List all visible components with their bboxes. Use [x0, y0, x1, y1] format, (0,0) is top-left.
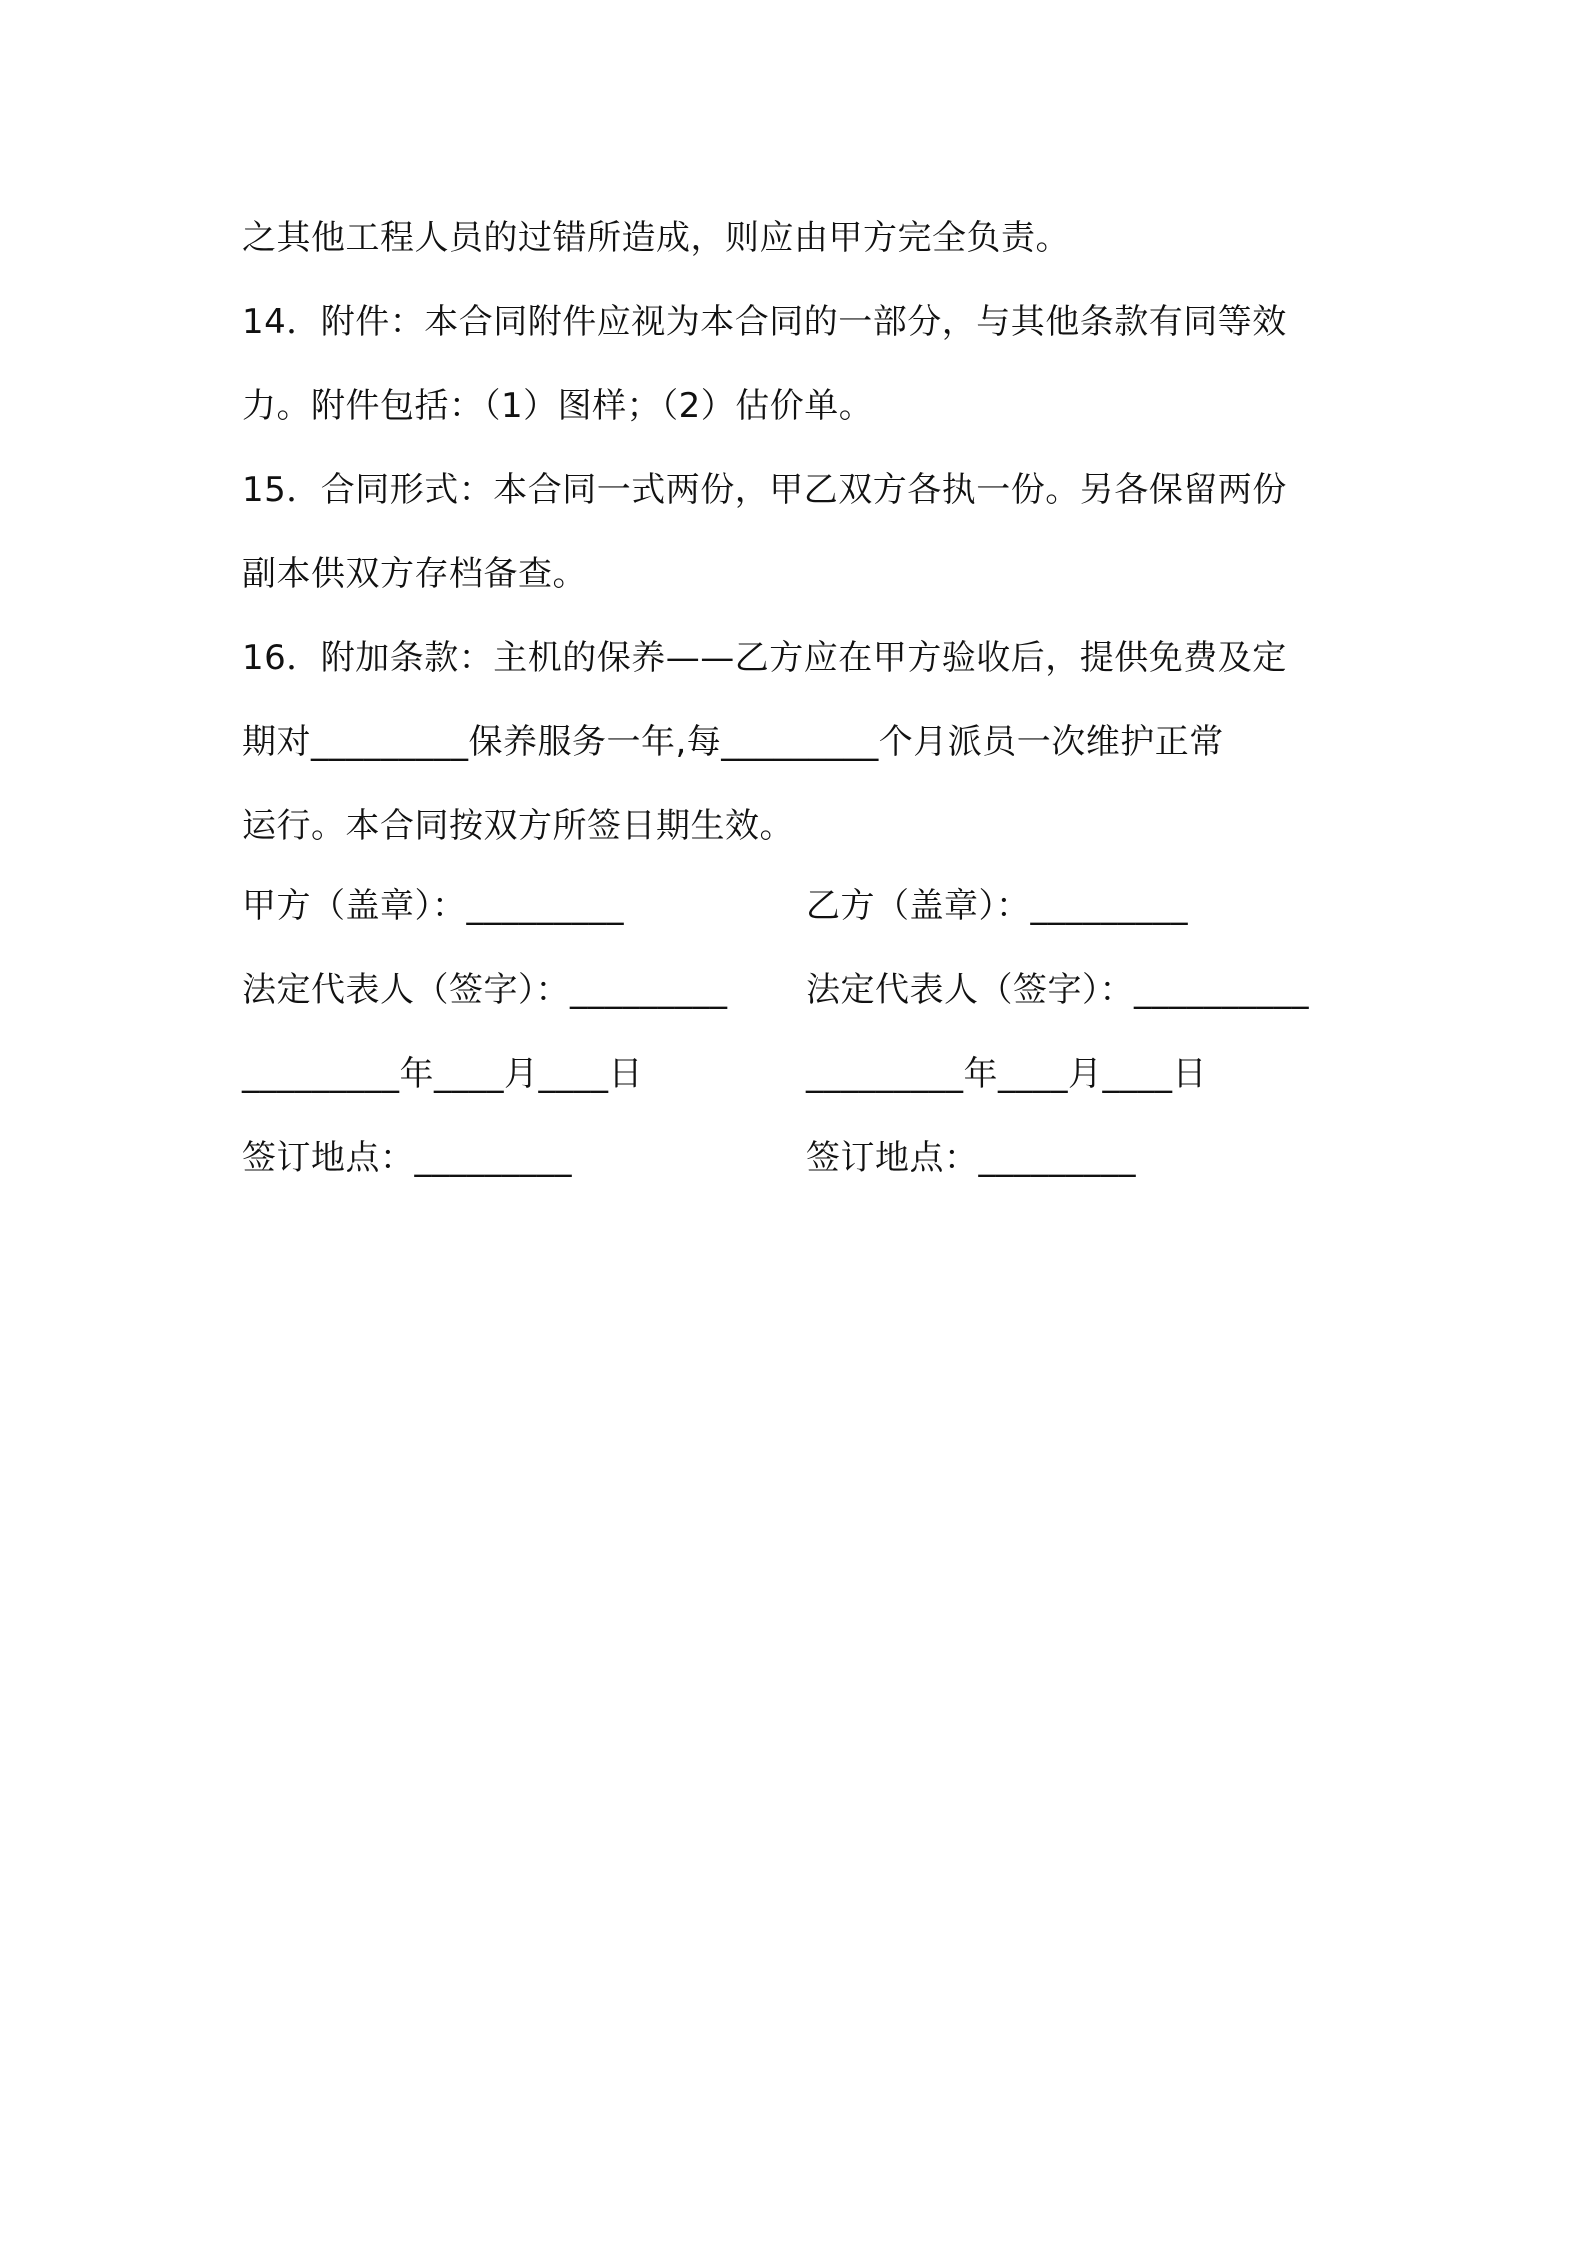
contract-body: [242, 196, 1362, 868]
party-b-place-field: 签订地点：_________: [806, 1138, 1136, 1178]
party-b-date-field: _________年____月____日: [806, 1054, 1207, 1094]
party-a-representative-field: 法定代表人（签字）：_________: [242, 970, 728, 1010]
seal-row: [242, 864, 1362, 948]
body-line: 15．合同形式：本合同一式两份，甲乙双方各执一份。另各保留两份: [242, 470, 1287, 510]
body-line: 副本供双方存档备查。: [242, 554, 587, 594]
representative-row: [242, 948, 1362, 1032]
body-line: 14．附件：本合同附件应视为本合同的一部分，与其他条款有同等效: [242, 302, 1287, 342]
body-line: 期对_________保养服务一年,每_________个月派员一次维护正常: [242, 722, 1224, 762]
party-a-date-field: _________年____月____日: [242, 1054, 643, 1094]
party-b-representative-field: 法定代表人（签字）：__________: [806, 970, 1309, 1010]
body-line: 运行。本合同按双方所签日期生效。: [242, 806, 794, 846]
body-line: 之其他工程人员的过错所造成，则应由甲方完全负责。: [242, 218, 1070, 258]
place-row: [242, 1116, 1362, 1200]
date-row: [242, 1032, 1362, 1116]
body-line: 16．附加条款：主机的保养——乙方应在甲方验收后，提供免费及定: [242, 638, 1287, 678]
signature-section: [242, 864, 1362, 1200]
body-line: 力。附件包括：（1）图样；（2）估价单。: [242, 386, 874, 426]
party-b-seal-field: 乙方（盖章）：_________: [806, 886, 1188, 926]
party-a-place-field: 签订地点：_________: [242, 1138, 572, 1178]
party-a-seal-field: 甲方（盖章）：_________: [242, 886, 624, 926]
